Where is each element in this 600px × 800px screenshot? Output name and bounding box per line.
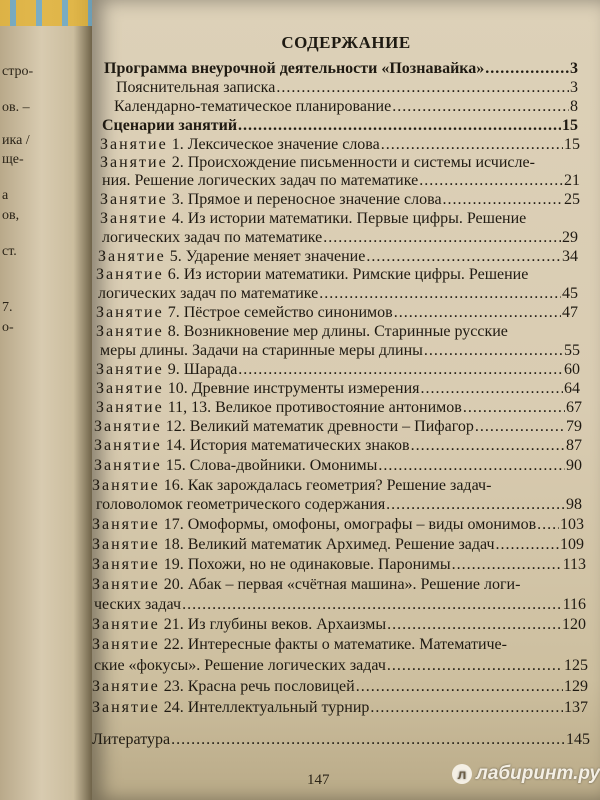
lesson-page: 47: [562, 304, 578, 321]
leader-dots: [411, 437, 565, 455]
lesson-title-continued: логических задач по математике: [98, 285, 319, 302]
lesson-prefix: Занятие: [92, 678, 160, 695]
toc-entry-page: 3: [570, 60, 578, 77]
lesson-entry: [92, 516, 584, 534]
lesson-prefix: Занятие: [92, 699, 160, 716]
lesson-page: 55: [564, 342, 580, 359]
lesson-entry: [94, 418, 582, 436]
lesson-title: 8. Возникновение мер длины. Старинные русские: [167, 323, 508, 340]
leader-dots: [238, 361, 563, 379]
lesson-page: 103: [560, 516, 584, 533]
decorative-ornament: [0, 0, 92, 26]
lesson-entry: [92, 699, 588, 717]
lesson-title: 20. Абак – первая «счётная машина». Решение логи-: [163, 576, 521, 593]
toc-entry-label: Программа внеурочной деятельности «Познавайка»: [104, 60, 485, 77]
lesson-page: 67: [566, 399, 582, 416]
lesson-title: 4. Из истории математики. Первые цифры. Решение: [171, 210, 527, 227]
leader-dots: [485, 60, 569, 78]
lesson-entry-continued: [102, 229, 578, 247]
lesson-page: 98: [566, 496, 582, 513]
leader-dots: [386, 496, 565, 514]
lesson-title: 7. Пёстрое семейство синонимов: [167, 304, 393, 321]
lesson-title: 11, 13. Великое противостояние антонимов: [167, 399, 462, 416]
leader-dots: [366, 248, 561, 266]
lesson-page: 125: [564, 657, 588, 674]
left-page-fragment: ст.: [2, 244, 17, 259]
lesson-entry-continued: [98, 285, 578, 303]
toc-entry: [116, 79, 578, 97]
lesson-prefix: Занятие: [92, 536, 160, 553]
toc-entry-label: Календарно-тематическое планирование: [114, 98, 392, 115]
lesson-title: 5. Ударение меняет значение: [169, 248, 366, 265]
lesson-prefix: Занятие: [96, 361, 164, 378]
toc-entry-label: Сценарии занятий: [102, 117, 238, 134]
left-page-fragment: 7.: [2, 300, 13, 315]
lesson-entry: [100, 191, 580, 209]
lesson-entry: [94, 437, 582, 455]
lesson-title: 12. Великий математик древности – Пифагор: [165, 418, 474, 435]
lesson-entry: [96, 380, 580, 398]
leader-dots: [394, 304, 561, 322]
left-page-fragment: стро-: [2, 64, 34, 79]
lesson-entry: [92, 616, 586, 634]
left-page-fragment: о-: [2, 320, 14, 335]
lesson-prefix: Занятие: [92, 576, 160, 593]
lesson-page: 79: [566, 418, 582, 435]
lesson-page: 137: [564, 699, 588, 716]
left-page-edge: [0, 0, 92, 800]
toc-entry: [114, 98, 578, 116]
leader-dots: [276, 79, 569, 97]
lesson-title: 2. Происхождение письменности и системы исчисле-: [171, 154, 535, 171]
left-page-fragment: ще-: [2, 152, 24, 167]
lesson-entry: [96, 266, 528, 284]
lesson-prefix: Занятие: [100, 210, 168, 227]
left-page-fragment: а: [2, 188, 9, 203]
toc-entry-program: [104, 60, 578, 78]
lesson-title-continued: ния. Решение логических задач по математике: [102, 172, 419, 189]
lesson-page: 21: [564, 172, 580, 189]
lesson-title-continued: ческих задач: [94, 596, 182, 613]
lesson-page: 120: [562, 616, 586, 633]
watermark-text: лабиринт.ру: [476, 763, 600, 784]
lesson-entry: [96, 323, 508, 341]
lesson-entry: [92, 678, 588, 696]
lesson-title: 9. Шарада: [167, 361, 238, 378]
lesson-title: 17. Омоформы, омофоны, омографы – виды омонимов: [163, 516, 537, 533]
lesson-title: 3. Прямое и переносное значение слова: [171, 191, 442, 208]
watermark: [452, 763, 600, 785]
toc-entry-literature: [92, 731, 590, 749]
lesson-prefix: Занятие: [96, 323, 164, 340]
lesson-prefix: Занятие: [92, 556, 160, 573]
leader-dots: [356, 678, 563, 696]
lesson-prefix: Занятие: [96, 399, 164, 416]
lesson-entry: [92, 477, 491, 495]
lesson-title-continued: меры длины. Задачи на старинные меры длины: [100, 342, 423, 359]
leader-dots: [452, 556, 562, 574]
page-number: 147: [307, 772, 330, 788]
toc-entry-scenarios: [102, 117, 578, 135]
lesson-prefix: Занятие: [92, 516, 160, 533]
leader-dots: [171, 731, 565, 749]
lesson-page: 15: [564, 136, 580, 153]
lesson-title: 18. Великий математик Архимед. Решение задач: [163, 536, 495, 553]
lesson-title-continued: логических задач по математике: [102, 229, 323, 246]
lesson-page: 25: [564, 191, 580, 208]
lesson-entry: [94, 457, 582, 475]
toc-entry-page: 3: [570, 79, 578, 96]
lesson-prefix: Занятие: [100, 154, 168, 171]
lesson-title: 23. Красна речь пословицей: [163, 678, 355, 695]
lesson-entry: [92, 556, 586, 574]
toc-entry-page: 8: [570, 98, 578, 115]
lesson-title: 16. Как зарождалась геометрия? Решение задач-: [163, 477, 492, 494]
toc-entry-label: Пояснительная записка: [116, 79, 276, 96]
lesson-page: 64: [564, 380, 580, 397]
lesson-title: 21. Из глубины веков. Архаизмы: [163, 616, 387, 633]
leader-dots: [370, 699, 563, 717]
lesson-prefix: Занятие: [96, 266, 164, 283]
lesson-page: 109: [560, 536, 584, 553]
lesson-entry-continued: [102, 172, 580, 190]
lesson-prefix: Занятие: [92, 616, 160, 633]
lesson-title-continued: головоломок геометрического содержания: [96, 496, 386, 513]
toc-entry-label: Литература: [92, 731, 171, 748]
toc-entry-page: 15: [562, 117, 578, 134]
lesson-title: 19. Похожи, но не одинаковые. Паронимы: [163, 556, 451, 573]
lesson-page: 29: [562, 229, 578, 246]
toc-entry-page: 145: [566, 731, 590, 748]
leader-dots: [392, 98, 569, 116]
leader-dots: [387, 657, 563, 675]
leader-dots: [475, 418, 565, 436]
lesson-entry: [96, 304, 578, 322]
leader-dots: [443, 191, 563, 209]
leader-dots: [387, 616, 561, 634]
left-page-fragment: ов,: [2, 208, 20, 223]
leader-dots: [537, 516, 559, 534]
leader-dots: [419, 172, 563, 190]
lesson-page: 113: [562, 556, 586, 573]
page-title: СОДЕРЖАНИЕ: [281, 33, 411, 52]
lesson-entry: [92, 636, 507, 654]
lesson-title: 22. Интересные факты о математике. Математиче-: [163, 636, 507, 653]
lesson-entry: [92, 536, 584, 554]
lesson-page: 129: [564, 678, 588, 695]
table-of-contents: [92, 0, 600, 800]
lesson-title: 15. Слова-двойники. Омонимы: [165, 457, 378, 474]
leader-dots: [463, 399, 565, 417]
lesson-title: 24. Интеллектуальный турнир: [163, 699, 370, 716]
leader-dots: [424, 342, 563, 360]
lesson-entry: [96, 361, 580, 379]
leader-dots: [238, 117, 561, 135]
lesson-page: 34: [562, 248, 578, 265]
lesson-entry-continued: [94, 657, 588, 675]
lesson-entry-continued: [94, 596, 586, 614]
leader-dots: [182, 596, 562, 614]
labyrinth-logo-icon: л: [452, 764, 472, 784]
lesson-entry: [96, 399, 582, 417]
left-page-fragment: ов. –: [2, 100, 30, 115]
leader-dots: [496, 536, 559, 554]
leader-dots: [378, 457, 565, 475]
lesson-prefix: Занятие: [92, 477, 160, 494]
lesson-prefix: Занятие: [94, 457, 162, 474]
lesson-entry-continued: [96, 496, 582, 514]
leader-dots: [381, 136, 563, 154]
lesson-prefix: Занятие: [98, 248, 166, 265]
lesson-page: 116: [562, 596, 586, 613]
lesson-title: 10. Древние инструменты измерения: [167, 380, 420, 397]
lesson-prefix: Занятие: [100, 191, 168, 208]
lesson-entry: [100, 136, 580, 154]
lesson-prefix: Занятие: [92, 636, 160, 653]
lesson-prefix: Занятие: [94, 437, 162, 454]
lesson-page: 87: [566, 437, 582, 454]
lesson-prefix: Занятие: [96, 380, 164, 397]
leader-dots: [319, 285, 561, 303]
lesson-title-continued: ские «фокусы». Решение логических задач: [94, 657, 386, 674]
lesson-entry: [92, 576, 520, 594]
lesson-page: 60: [564, 361, 580, 378]
leader-dots: [421, 380, 564, 398]
lesson-entry: [100, 154, 535, 172]
lesson-title: 1. Лексическое значение слова: [171, 136, 380, 153]
lesson-prefix: Занятие: [94, 418, 162, 435]
lesson-entry: [100, 210, 526, 228]
lesson-page: 45: [562, 285, 578, 302]
book-page: [92, 0, 600, 800]
lesson-page: 90: [566, 457, 582, 474]
lesson-prefix: Занятие: [96, 304, 164, 321]
lesson-prefix: Занятие: [100, 136, 168, 153]
left-page-fragment: ика /: [2, 133, 30, 148]
lesson-title: 14. История математических знаков: [165, 437, 410, 454]
lesson-entry: [98, 248, 578, 266]
lesson-entry-continued: [100, 342, 580, 360]
lesson-title: 6. Из истории математики. Римские цифры. Решение: [167, 266, 529, 283]
leader-dots: [323, 229, 561, 247]
